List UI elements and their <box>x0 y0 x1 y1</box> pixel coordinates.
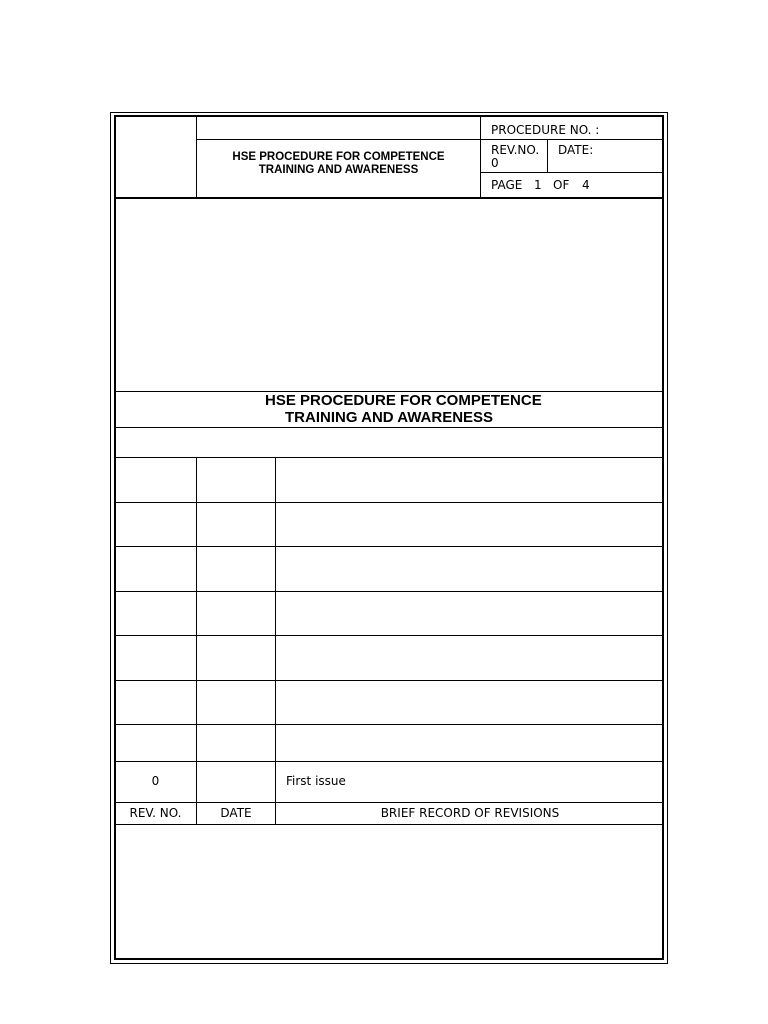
column-header-date: DATE <box>220 806 252 820</box>
page-total: 4 <box>582 178 590 192</box>
header-date-label: DATE: <box>558 143 594 157</box>
table-row-description: First issue <box>286 774 346 788</box>
page-current: 1 <box>534 178 542 192</box>
document-title-line2: TRAINING AND AWARENESS <box>285 409 494 426</box>
page-of-label: OF <box>553 178 570 192</box>
header-title-line1: HSE PROCEDURE FOR COMPETENCE <box>232 151 445 163</box>
header-title-line2: TRAINING AND AWARENESS <box>258 164 419 176</box>
rev-no-label: REV.NO. <box>491 143 540 157</box>
table-row-rev-no: 0 <box>151 774 160 788</box>
page-label: PAGE <box>491 178 523 192</box>
column-header-rev-no: REV. NO. <box>129 806 182 820</box>
document-title-line1: HSE PROCEDURE FOR COMPETENCE <box>265 392 542 409</box>
column-header-brief-record: BRIEF RECORD OF REVISIONS <box>380 806 560 820</box>
rev-no-value: 0 <box>491 156 499 170</box>
header-title <box>197 151 480 177</box>
procedure-no-label: PROCEDURE NO. : <box>491 123 600 137</box>
